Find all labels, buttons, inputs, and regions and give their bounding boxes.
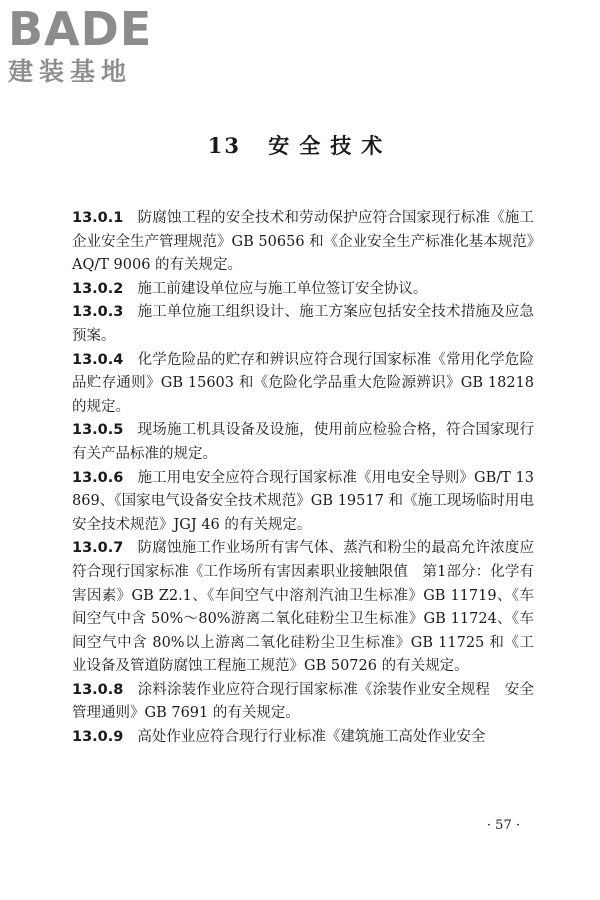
clause-text: 防腐蚀工程的安全技术和劳动保护应符合国家现行标准《施工企业安全生产管理规范》GB 50656 和《企业安全生产标准化基本规范》AQ/T 9006 的有关规定。 [72,210,534,274]
clause-text: 现场施工机具设备及设施，使用前应检验合格，符合国家现行有关产品标准的规定。 [72,422,534,462]
clause-number: 13.0.4 [72,351,124,368]
clause-number: 13.0.7 [72,540,124,557]
clause [72,301,534,348]
clause [72,467,534,538]
clause-list [72,207,534,750]
logo-subtitle: 建装基地 [8,57,133,86]
clause [72,207,534,278]
clause-text: 涂料涂装作业应符合现行国家标准《涂装作业安全规程 安全管理通则》GB 7691 的有关规定。 [72,681,534,722]
clause-text: 化学危险品的贮存和辨识应符合现行国家标准《常用化学危险品贮存通则》GB 15603 和《危险化学品重大危险源辨识》GB 18218 的规定。 [72,351,534,415]
clause-number: 13.0.1 [72,210,124,226]
clause [72,349,534,420]
clause-number: 13.0.8 [72,681,124,698]
clause-number: 13.0.3 [72,304,124,321]
chapter-title-text: 安全技术 [268,133,393,158]
clause-text: 施工前建设单位应与施工单位签订安全协议。 [137,280,428,297]
clause-text: 施工用电安全应符合现行国家标准《用电安全导则》GB/T 13869、《国家电气设备安全技术规范》GB 19517 和《施工现场临时用电安全技术规范》JGJ 46 的有关规定。 [72,469,534,533]
clause-number: 13.0.5 [72,422,124,439]
clause [72,679,534,726]
watermark-logo [8,4,178,90]
clause [72,537,534,679]
page-number: · 57 · [486,818,520,833]
clause [72,278,534,302]
clause-number: 13.0.6 [72,469,124,486]
chapter-number: 13 [207,133,241,158]
clause-text: 高处作业应符合现行行业标准《建筑施工高处作业安全 [137,729,486,746]
clause-number: 13.0.2 [72,280,124,297]
clause-text: 施工单位施工组织设计、施工方案应包括安全技术措施及应急预案。 [72,304,534,344]
chapter-title [0,130,600,160]
clause-text: 防腐蚀施工作业场所有害气体、蒸汽和粉尘的最高允许浓度应符合现行国家标准《工作场所有害因素职业接触限值 第1部分：化学有害因素》GB Z2.1、《车间空气中溶剂汽油卫生标准》GB 11719、《车间空气中含 50%～80%游离二氧化硅粉尘卫生标准》GB 11724、《车间空气中含 80%以上游离二氧化硅粉尘卫生标准》GB 11725 和《工业设备及管道防腐蚀工程施工规范》GB 50726 的有关规定。 [72,540,534,675]
clause [72,419,534,466]
clause-number: 13.0.9 [72,729,124,746]
clause [72,726,534,750]
logo-mark: BADE [8,2,153,56]
